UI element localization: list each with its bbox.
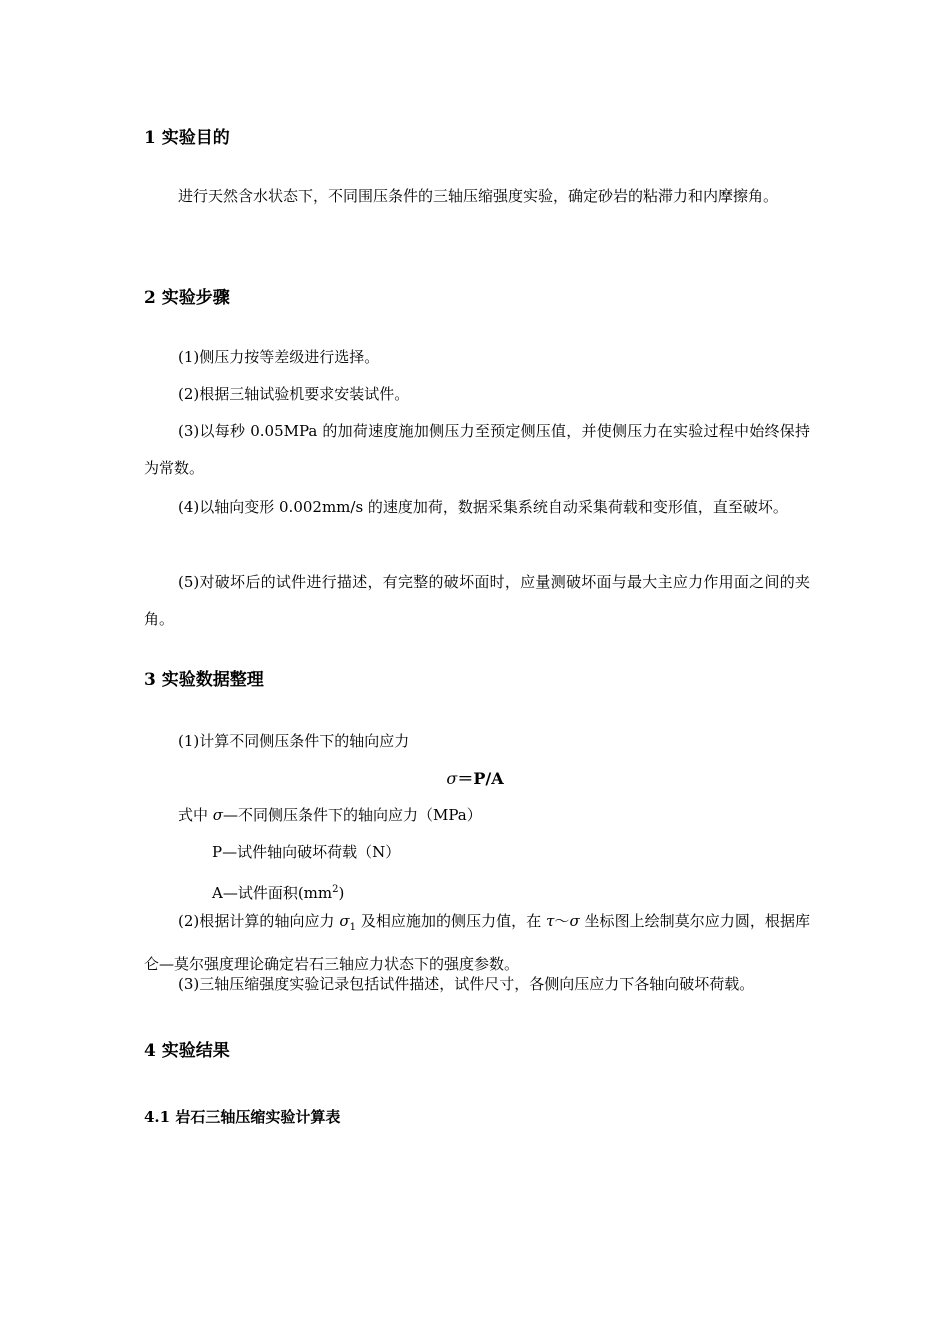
item2-sigma: σ: [339, 912, 350, 930]
definition-a-sup: 2: [332, 884, 339, 895]
step-3: (3)以每秒 0.05MPa 的加荷速度施加侧压力至预定侧压值，并使侧压力在实验过程中始终保持为常数。: [144, 422, 810, 477]
item2-text-b: 及相应施加的侧压力值，在: [356, 912, 547, 930]
item2-tilde: ～: [554, 912, 570, 930]
definition-p: P—试件轴向破坏荷载（N）: [212, 843, 401, 861]
step-2: (2)根据三轴试验机要求安装试件。: [178, 385, 410, 403]
definition-a-text: A—试件面积(mm: [212, 884, 333, 902]
item2-text-a: (2)根据计算的轴向应力: [178, 912, 340, 930]
step-4: (4)以轴向变形 0.002mm/s 的速度加荷，数据采集系统自动采集荷载和变形值，直至破坏。: [178, 498, 788, 516]
stress-formula: [0, 766, 950, 792]
section-3-heading: 3 实验数据整理: [144, 670, 264, 690]
definition-sigma: [178, 797, 482, 834]
formula-body: ＝P/A: [457, 769, 504, 788]
definition-prefix: 式中: [178, 806, 213, 824]
section-1-paragraph: 进行天然含水状态下，不同围压条件的三轴压缩强度实验，确定砂岩的粘滞力和内摩擦角。: [178, 187, 779, 205]
item2-text-c: 坐标图上绘制莫尔应力圆，根据库仑—莫尔强度理论确定岩石三轴应力状态下的强度参数。: [144, 912, 810, 973]
calc-item-1: (1)计算不同侧压条件下的轴向应力: [178, 732, 410, 750]
calc-item-3: (3)三轴压缩强度实验记录包括试件描述，试件尺寸，各侧向压应力下各轴向破坏荷载。: [178, 975, 755, 993]
section-1-heading: 1 实验目的: [144, 128, 230, 148]
item2-sub: 1: [349, 922, 357, 933]
definition-sigma-symbol: σ: [212, 806, 224, 824]
step-1: (1)侧压力按等差级进行选择。: [178, 348, 380, 366]
definition-a-tail: ): [338, 884, 345, 902]
item2-sigma-2: σ: [569, 912, 580, 930]
formula-sigma: σ: [446, 769, 458, 788]
definition-sigma-text: —不同侧压条件下的轴向应力（MPa）: [223, 806, 482, 824]
step-5: (5)对破坏后的试件进行描述，有完整的破坏面时，应量测破坏面与最大主应力作用面之间的夹角。: [144, 573, 810, 628]
item2-tau: τ: [546, 912, 555, 930]
section-2-heading: 2 实验步骤: [144, 288, 230, 308]
section-4-heading: 4 实验结果: [144, 1041, 230, 1061]
section-4-1-heading: 4.1 岩石三轴压缩实验计算表: [144, 1108, 341, 1126]
